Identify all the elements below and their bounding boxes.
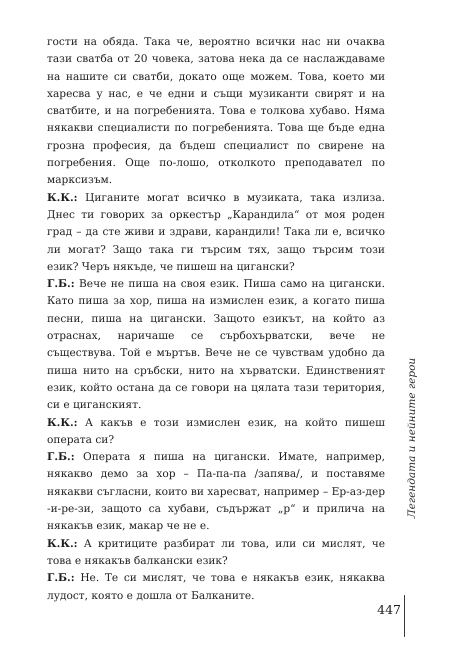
paragraph <box>47 449 385 535</box>
speaker-label: Г.Б.: <box>47 278 75 291</box>
paragraph-text: А критиците разбират ли това, или си мислят, че това е някакъв балкански език? <box>47 537 385 567</box>
paragraph <box>47 536 385 571</box>
speaker-label: К.К.: <box>47 537 78 550</box>
paragraph-text: Не. Те си мислят, че това е някакъв език, някаква лудост, която е дошла от Балканите. <box>47 572 385 602</box>
speaker-label: К.К.: <box>47 191 78 204</box>
paragraph <box>47 415 385 450</box>
paragraph-text: гости на обяда. Така че, вероятно всички нас ни очаква тази сватба от 20 човека, затова нека да се наслаждаваме на нашите си сватби, докато още можем. Това, което ми харесва у нас, е че едни и същи музиканти свирят и на сватбите, и на погребенията. Това е толкова хубаво. Няма някакви специалисти по погребенията. Това ще бъде една грозна професия, да бъдеш специалист по свирене на погребения. Още по-лошо, отколкото преподавател по марксизъм. <box>47 36 385 187</box>
paragraph-text: А какъв е този измислен език, на който пишеш операта си? <box>47 416 385 446</box>
speaker-label: Г.Б.: <box>47 451 75 464</box>
paragraph-text: Циганите могат всичко в музиката, така излиза. Днес ти говорих за оркестър „Карандила“ от моя роден град – да сте живи и здрави, карандили! Така ли е, всичко ли могат? Защо така ги търсим тях, защо търсим този език? Черъ някъде, че пишеш на цигански? <box>47 191 386 273</box>
margin-rule <box>404 595 405 637</box>
paragraph-text: Вече не пиша на своя език. Пиша само на цигански. Като пиша за хор, пиша на измислен език, а когато пиша песни, пиша на цигански. Защото езикът, на който аз отраснах, наричаше се сърбохърватски, вече не съществува. Той е мъртъв. Вече не се чувствам удобно да пиша нито на сръбски, нито на хърватски. Единственият език, който остана да се говори на цялата тази територия, си е циганският. <box>47 278 385 412</box>
speaker-label: Г.Б.: <box>47 572 75 585</box>
paragraph <box>47 570 385 605</box>
body-text <box>47 34 385 605</box>
running-title: Легендата и нейните герои <box>406 357 418 519</box>
paragraph-text: Операта я пиша на цигански. Имате, например, някакво демо за хор – Па-па-па /запява/, и поставяме някакви съгласни, които ви харесват, например – Ер-аз-дер -и-ре-зи, защото са хубави, съдържат „р“ и прилича на някакъв език, макар че не е. <box>47 451 385 533</box>
paragraph <box>47 276 385 414</box>
paragraph <box>47 34 385 190</box>
paragraph <box>47 190 385 276</box>
speaker-label: К.К.: <box>47 416 78 429</box>
page-number: 447 <box>377 602 401 617</box>
